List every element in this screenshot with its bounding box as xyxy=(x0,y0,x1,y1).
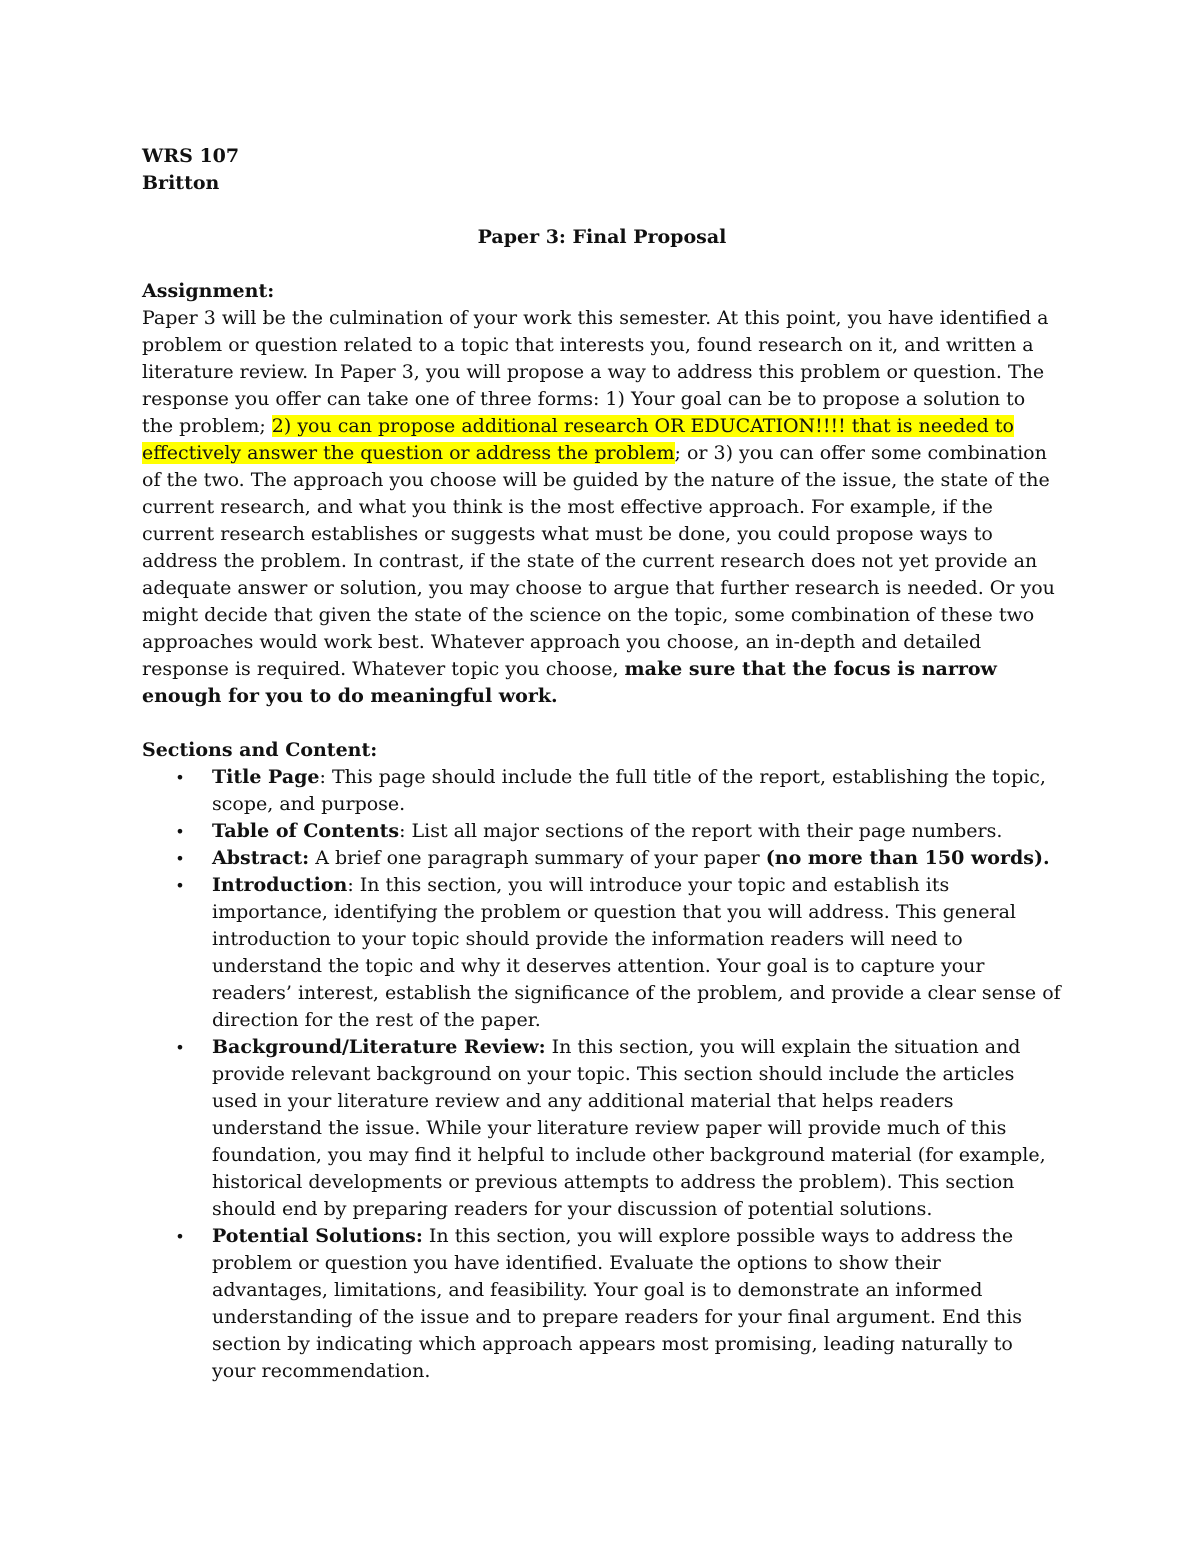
assignment-text-middle: ; or 3) you can offer some combination of the two. The approach you choose will be guided by the nature of the issue, the state of the current research, and what you think is the most effective approach. For example, if the current research establishes or suggests what must be done, you could propose ways to address the problem. In contrast, if the state of the current research does not yet provide an adequate answer or solution, you may choose to argue that further research is needed. Or you might decide that given the state of the science on the topic, some combination of these two approaches would work best. Whatever approach you choose, an in-depth and detailed response is required. Whatever topic you choose, xyxy=(142,442,1055,680)
assignment-text-start: Paper 3 will be the culmination of your work this semester. At this point, you have identified a problem or question related to a topic that interests you, found research on it, and written a literature review. In Paper 3, you will propose a way to address this problem or question. The response you offer can take one of three forms: 1) Your goal can be to propose a solution to the problem; xyxy=(142,307,1049,437)
bullet-icon: • xyxy=(175,849,185,868)
list-item xyxy=(175,764,1062,818)
bullet-icon: • xyxy=(175,876,185,895)
list-item xyxy=(175,1223,1062,1385)
document-title: Paper 3: Final Proposal xyxy=(477,226,727,248)
section-label-potential-solutions: Potential Solutions: xyxy=(212,1225,423,1247)
list-item xyxy=(175,872,1062,1034)
course-code: WRS 107 xyxy=(142,145,240,167)
abstract-word-limit: (no more than 150 words). xyxy=(765,847,1050,869)
sections-list xyxy=(142,764,1062,1385)
section-label-title-page: Title Page xyxy=(212,766,320,788)
bullet-icon: • xyxy=(175,1038,185,1057)
instructor-name: Britton xyxy=(142,172,220,194)
sections-heading: Sections and Content: xyxy=(142,739,378,761)
bullet-icon: • xyxy=(175,768,185,787)
spacer xyxy=(142,710,1062,737)
assignment-paragraph xyxy=(142,305,1062,710)
bullet-icon: • xyxy=(175,822,185,841)
spacer xyxy=(142,251,1062,278)
section-label-table-of-contents: Table of Contents xyxy=(212,820,400,842)
section-text: In this section, you will explain the situation and provide relevant background on your topic. This section should include the articles used in your literature review and any additional material that helps readers understand the issue. While your literature review paper will provide much of this foundation, you may find it helpful to include other background material (for example, historical developments or previous attempts to address the problem). This section should end by preparing readers for your discussion of potential solutions. xyxy=(212,1036,1046,1220)
assignment-bold-statement: make sure that the focus is narrow enough for you to do meaningful work. xyxy=(142,658,997,707)
section-label-background: Background/Literature Review: xyxy=(212,1036,546,1058)
section-label-abstract: Abstract: xyxy=(212,847,310,869)
section-text: : This page should include the full title of the report, establishing the topic, scope, and purpose. xyxy=(212,766,1046,815)
list-item xyxy=(175,818,1062,845)
assignment-heading: Assignment: xyxy=(142,280,275,302)
bullet-icon: • xyxy=(175,1227,185,1246)
section-text: : In this section, you will introduce your topic and establish its importance, identifying the problem or question that you will address. This general introduction to your topic should provide the information readers will need to understand the topic and why it deserves attention. Your goal is to capture your readers’ interest, establish the significance of the problem, and provide a clear sense of direction for the rest of the paper. xyxy=(212,874,1061,1031)
section-text: A brief one paragraph summary of your paper xyxy=(309,847,766,869)
list-item xyxy=(175,845,1062,872)
list-item xyxy=(175,1034,1062,1223)
highlighted-text: 2) you can propose additional research OR EDUCATION!!!! that is needed to effectively answer the question or address the problem xyxy=(142,415,1014,464)
section-text: In this section, you will explore possible ways to address the problem or question you have identified. Evaluate the options to show their advantages, limitations, and feasibility. Your goal is to demonstrate an informed understanding of the issue and to prepare readers for your final argument. End this section by indicating which approach appears most promising, leading naturally to your recommendation. xyxy=(212,1225,1023,1382)
document-body xyxy=(142,143,1062,1385)
section-label-introduction: Introduction xyxy=(212,874,348,896)
section-text: : List all major sections of the report with their page numbers. xyxy=(399,820,1003,842)
